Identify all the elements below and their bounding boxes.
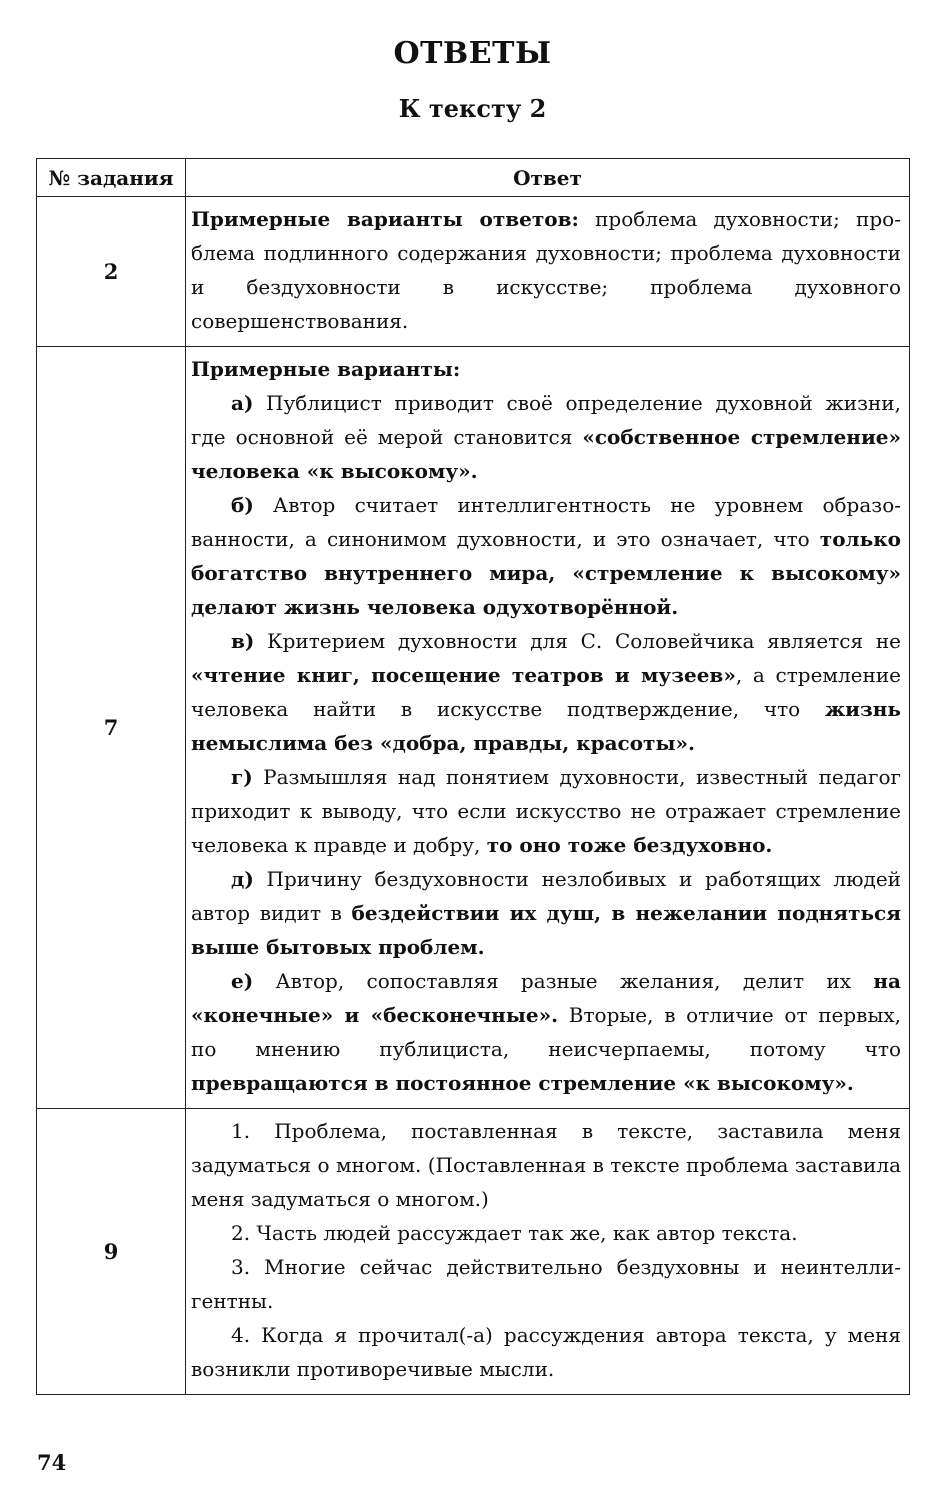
table-header-row [37,159,910,197]
answer-text-bold: жизнь немыслима без «добра, правды, красоты». [191,697,901,755]
answer-text: проблема духовности; проблема подлинного содержания духовности; проблема духовности и бездуховности в искусстве; проблема духовного совершенствования. [191,207,901,333]
answer-cell [186,197,910,347]
answer-text-bold: «собственное стремление» человека «к высокому». [191,425,902,483]
answer-text: 1. Проблема, поставленная в тексте, заставила меня задуматься о многом. (Поставленная в тексте проблема заставила меня задуматься о многом.) [191,1119,901,1211]
answer-text: Публицист приводит своё определение духовной жизни, где основной её мерой становится [191,391,901,449]
answers-table [36,158,910,1395]
answer-text-bold: е) [231,969,254,993]
answer-paragraph [191,862,901,964]
answer-text-bold: б) [231,493,254,517]
answer-text-bold: бездействии их душ, в нежелании подняться выше бытовых проблем. [191,901,901,959]
answer-text: Критерием духовности для С. Соловейчика является не [254,629,901,653]
answer-text-bold: то оно тоже бездуховно. [486,833,773,857]
page-title: ОТВЕТЫ [393,36,552,71]
answer-paragraph [191,352,901,386]
answer-text-bold: а) [231,391,254,415]
answer-text: Вторые, в отличие от первых, по мнению публициста, неисчерпаемы, потому что [191,1003,901,1061]
answers-body [37,197,910,1395]
table-row [37,197,910,347]
task-number-header: № задания [37,159,186,197]
answer-cell [186,347,910,1109]
answer-header: Ответ [186,159,910,197]
table-row [37,347,910,1109]
answer-text: 3. Многие сейчас действительно бездуховны и неинтеллигентны. [191,1255,901,1313]
answer-text: 4. Когда я прочитал(-а) рассуждения автора текста, у меня возникли противоречивые мысли. [191,1323,901,1381]
answer-paragraph [191,964,901,1100]
answer-cell [186,1109,910,1395]
answer-paragraph [191,624,901,760]
answer-paragraph [191,760,901,862]
answer-text: , а стремление человека найти в искусстве подтверждение, что [191,663,902,721]
answer-text-bold: в) [231,629,255,653]
answer-paragraph [191,1114,901,1216]
answer-paragraph [191,1318,901,1386]
answer-text-bold: «чтение книг, посещение театров и музеев» [191,663,736,687]
answer-text: Размышляя над понятием духовности, известный педагог приходит к выводу, что если искусство не отражает стремление человека к правде и добру, [191,765,901,857]
answer-text-bold: превращаются в постоянное стремление «к высокому». [191,1071,854,1095]
answer-text-bold: г) [231,765,253,789]
answer-text-bold: на «конечные» и «бесконечные». [191,969,901,1027]
answer-paragraph [191,1250,901,1318]
answer-text-bold: д) [231,867,254,891]
answer-paragraph [191,386,901,488]
table-row [37,1109,910,1395]
task-number-cell: 2 [37,197,186,347]
task-number-cell: 9 [37,1109,186,1395]
answer-text: Автор, сопоставляя разные желания, делит их [253,969,874,993]
answer-paragraph [191,1216,901,1250]
answer-text-bold: Примерные варианты ответов: [191,207,579,231]
answer-paragraph [191,202,901,338]
answer-text-bold: только богатство внутреннего мира, «стремление к высокому» делают жизнь человека одухотворённой. [191,527,901,619]
page-number: 74 [37,1450,67,1475]
answer-text-bold: Примерные варианты: [191,357,461,381]
answer-paragraph [191,488,901,624]
answer-text: Автор считает интеллигентность не уровнем образованности, а синонимом духовности, и это означает, что [191,493,901,551]
task-number-cell: 7 [37,347,186,1109]
answer-text: Причину бездуховности незлобивых и работящих людей автор видит в [191,867,901,925]
page-subtitle: К тексту 2 [398,94,547,123]
answer-text: 2. Часть людей рассуждает так же, как автор текста. [231,1221,798,1245]
